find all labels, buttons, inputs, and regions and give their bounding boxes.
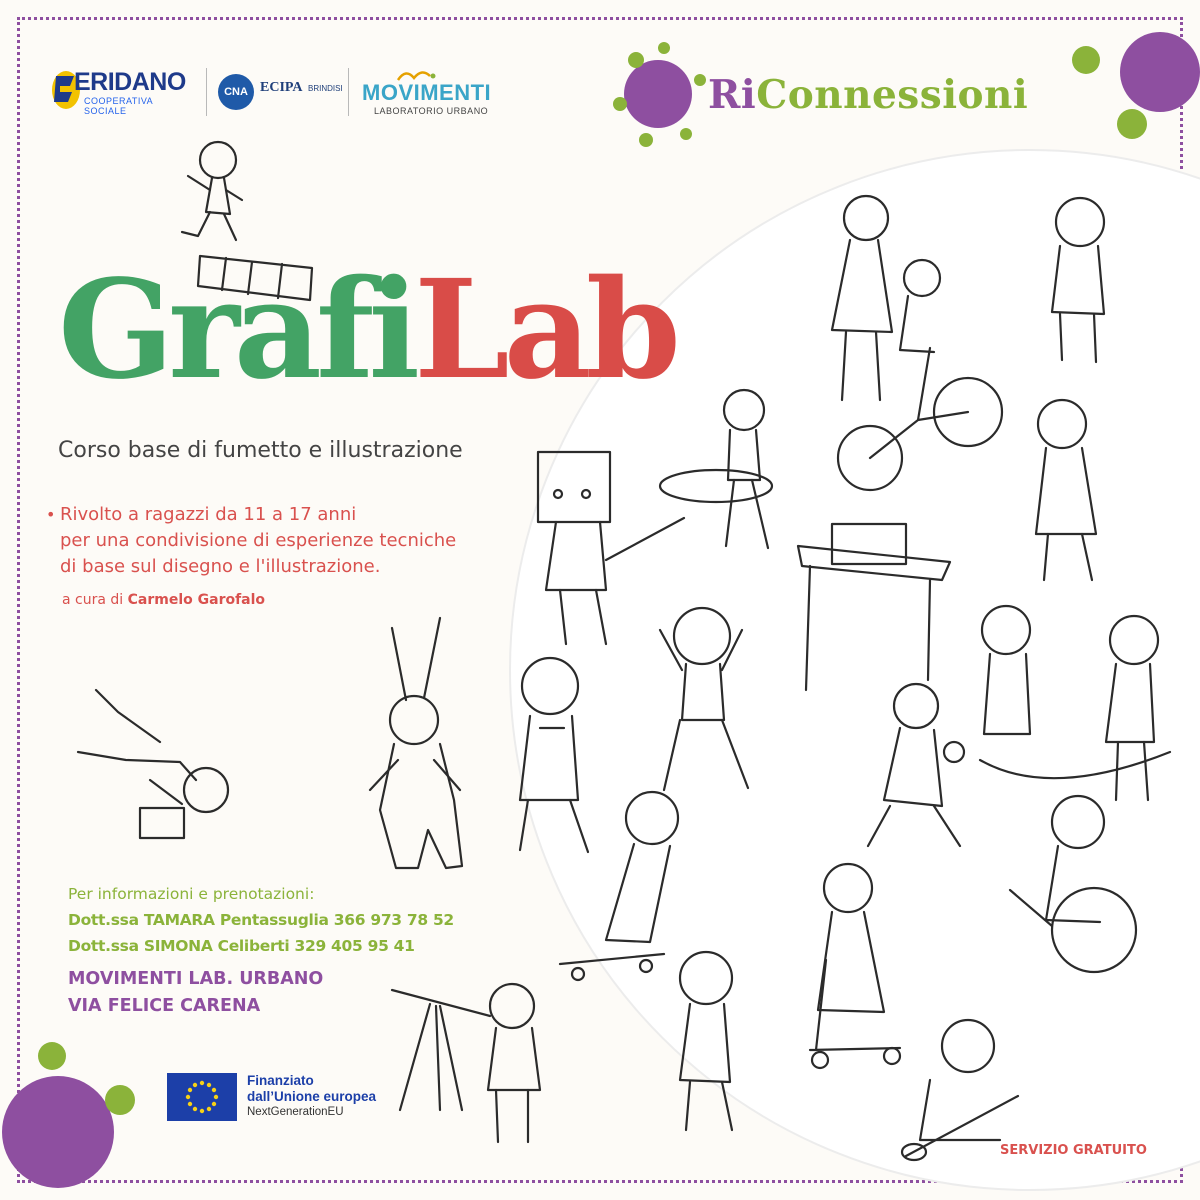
riconnessioni-title bbox=[708, 72, 1028, 118]
dress-girl bbox=[832, 196, 892, 400]
scooter-girl bbox=[810, 864, 900, 1068]
description-line-1 bbox=[46, 502, 456, 528]
eu-text-line-3: NextGenerationEU bbox=[247, 1106, 344, 1118]
guitar-child bbox=[902, 1020, 1018, 1160]
wheelchair-child bbox=[1010, 796, 1136, 972]
riconnessioni-prefix: Ri bbox=[708, 72, 757, 118]
eridano-logo bbox=[48, 66, 198, 116]
curator bbox=[62, 592, 265, 608]
hula-hoop-child bbox=[660, 390, 772, 548]
eu-flag-icon bbox=[167, 1073, 237, 1121]
description bbox=[46, 502, 456, 580]
pigtails-girl bbox=[680, 952, 732, 1130]
jumping-boy bbox=[1052, 198, 1104, 362]
page-subtitle: Corso base di fumetto e illustrazione bbox=[58, 438, 463, 463]
page-title bbox=[58, 250, 675, 410]
bullet: • bbox=[46, 505, 56, 524]
ballet-girl bbox=[660, 608, 748, 790]
riconnessioni-dots-icon bbox=[606, 40, 716, 150]
curator-name: Carmelo Garofalo bbox=[127, 592, 266, 608]
telescope-child bbox=[392, 984, 540, 1142]
curator-prefix: a cura di bbox=[62, 592, 124, 608]
title-part-grafi: Grafi bbox=[58, 250, 415, 410]
title-part-lab: Lab bbox=[414, 250, 675, 410]
bicycle-child bbox=[838, 260, 1002, 490]
lying-child bbox=[78, 690, 228, 838]
standing-boy bbox=[1106, 616, 1158, 800]
bunny-child bbox=[370, 618, 462, 868]
ecipa-name: ECIPA bbox=[260, 80, 303, 95]
eu-text-line-2: dall’Unione europea bbox=[247, 1089, 377, 1104]
bowtie-boy bbox=[520, 658, 588, 852]
eu-text-line-1: Finanziato bbox=[247, 1073, 314, 1088]
free-service-badge: SERVIZIO GRATUITO bbox=[1000, 1143, 1147, 1158]
jump-rope-child bbox=[980, 606, 1170, 778]
logo-separator bbox=[348, 68, 349, 116]
contact-person-2: Dott.ssa SIMONA Celiberti 329 405 95 41 bbox=[68, 937, 415, 955]
contact-heading: Per informazioni e prenotazioni: bbox=[68, 885, 315, 903]
description-line-2: per una condivisione di esperienze tecniche bbox=[60, 530, 457, 551]
movimenti-name: MOVIMENTI bbox=[362, 80, 492, 105]
cna-badge: CNA bbox=[218, 74, 254, 110]
location bbox=[68, 966, 323, 1020]
contact-person-1: Dott.ssa TAMARA Pentassuglia 366 973 78 52 bbox=[68, 911, 454, 929]
skirt-girl bbox=[1036, 400, 1096, 580]
movimenti-logo bbox=[356, 68, 496, 120]
typewriter-table bbox=[798, 524, 950, 690]
movimenti-subtitle: LABORATORIO URBANO bbox=[374, 106, 489, 116]
eu-funding-badge bbox=[167, 1073, 399, 1121]
riconnessioni-rest: Connessioni bbox=[756, 72, 1029, 118]
location-line-2: VIA FELICE CARENA bbox=[68, 996, 261, 1016]
eridano-name: ERIDANO bbox=[74, 68, 186, 96]
location-line-1: MOVIMENTI LAB. URBANO bbox=[68, 969, 324, 989]
running-girl bbox=[868, 684, 964, 846]
cna-ecipa-logo bbox=[218, 68, 343, 114]
contact-info bbox=[68, 881, 454, 959]
logo-separator bbox=[206, 68, 207, 116]
ecipa-city: BRINDISI bbox=[308, 84, 343, 93]
description-line-3: di base sul disegno e l'illustrazione. bbox=[60, 556, 381, 577]
description-text-1: Rivolto a ragazzi da 11 a 17 anni bbox=[60, 504, 357, 525]
eridano-subtitle: COOPERATIVA SOCIALE bbox=[84, 96, 153, 116]
